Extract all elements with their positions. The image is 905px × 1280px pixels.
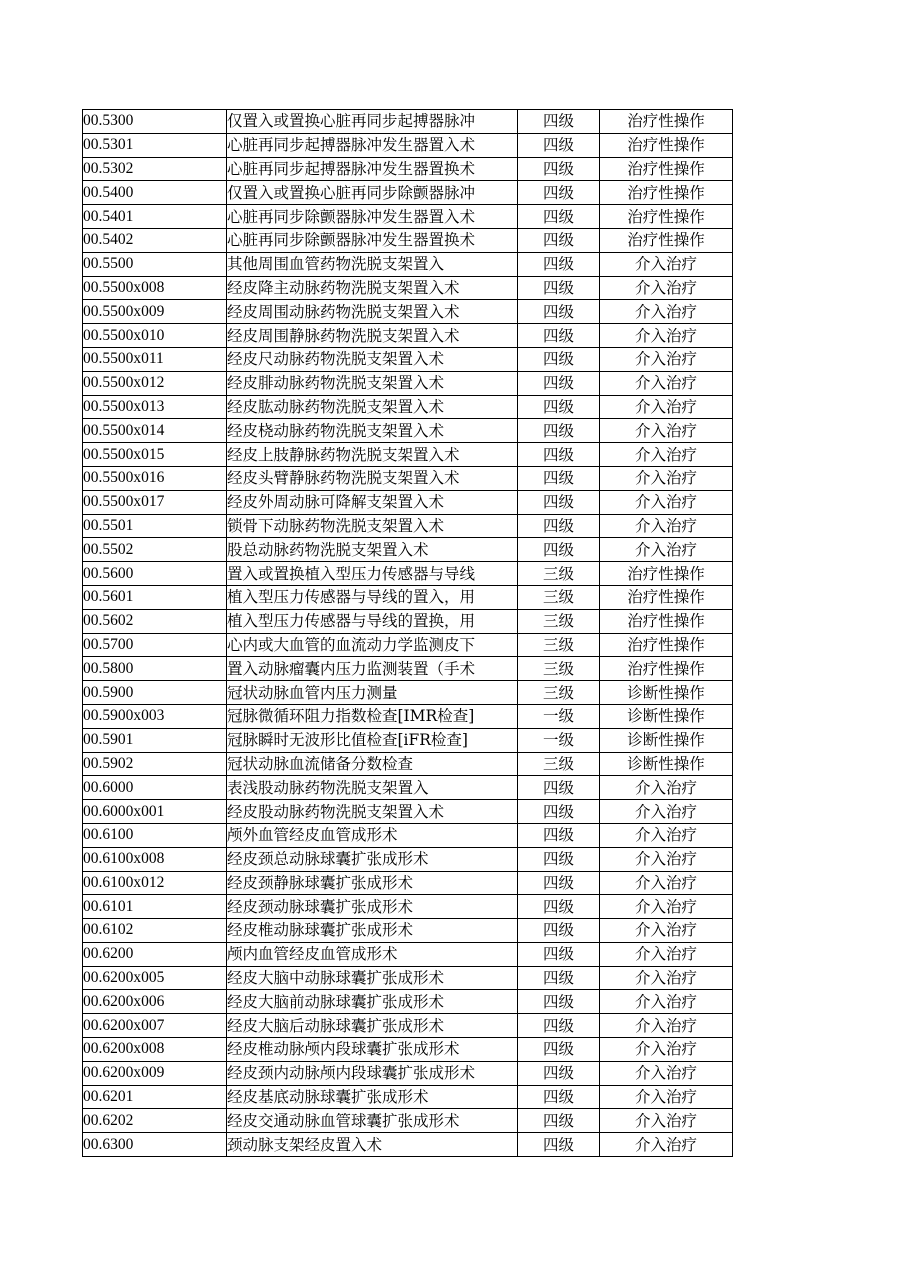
table-row xyxy=(83,966,733,990)
code-cell: 00.6202 xyxy=(83,1109,227,1133)
table-row xyxy=(83,895,733,919)
grade-level-cell: 四级 xyxy=(518,466,600,490)
grade-level-cell: 四级 xyxy=(518,252,600,276)
grade-level-cell: 四级 xyxy=(518,1085,600,1109)
grade-level-cell: 四级 xyxy=(518,347,600,371)
procedure-name-cell: 冠脉瞬时无波形比值检查[iFR检查] xyxy=(227,728,518,752)
code-cell: 00.5500x016 xyxy=(83,466,227,490)
table-row xyxy=(83,800,733,824)
code-cell: 00.6300 xyxy=(83,1133,227,1157)
grade-level-cell: 四级 xyxy=(518,1061,600,1085)
category-cell: 介入治疗 xyxy=(600,1085,733,1109)
procedure-name-cell: 颅外血管经皮血管成形术 xyxy=(227,823,518,847)
table-row xyxy=(83,1109,733,1133)
category-cell: 治疗性操作 xyxy=(600,181,733,205)
procedure-name-cell: 股总动脉药物洗脱支架置入术 xyxy=(227,538,518,562)
procedure-name-cell: 经皮上肢静脉药物洗脱支架置入术 xyxy=(227,443,518,467)
procedure-name-cell: 经皮周围动脉药物洗脱支架置入术 xyxy=(227,300,518,324)
grade-level-cell: 四级 xyxy=(518,157,600,181)
category-cell: 治疗性操作 xyxy=(600,633,733,657)
table-row xyxy=(83,1085,733,1109)
table-body xyxy=(83,110,733,1157)
grade-level-cell: 四级 xyxy=(518,538,600,562)
category-cell: 介入治疗 xyxy=(600,1133,733,1157)
code-cell: 00.5800 xyxy=(83,657,227,681)
grade-level-cell: 四级 xyxy=(518,276,600,300)
grade-level-cell: 四级 xyxy=(518,871,600,895)
code-cell: 00.5500x008 xyxy=(83,276,227,300)
table-row xyxy=(83,228,733,252)
category-cell: 介入治疗 xyxy=(600,1038,733,1062)
code-cell: 00.6200x005 xyxy=(83,966,227,990)
table-row xyxy=(83,609,733,633)
procedure-name-cell: 经皮大脑后动脉球囊扩张成形术 xyxy=(227,1014,518,1038)
grade-level-cell: 三级 xyxy=(518,609,600,633)
table-row xyxy=(83,205,733,229)
procedure-name-cell: 经皮颈静脉球囊扩张成形术 xyxy=(227,871,518,895)
category-cell: 介入治疗 xyxy=(600,1061,733,1085)
category-cell: 介入治疗 xyxy=(600,990,733,1014)
code-cell: 00.5500x014 xyxy=(83,419,227,443)
procedure-name-cell: 心脏再同步除颤器脉冲发生器置换术 xyxy=(227,228,518,252)
table-row xyxy=(83,752,733,776)
procedure-name-cell: 经皮腓动脉药物洗脱支架置入术 xyxy=(227,371,518,395)
table-row xyxy=(83,300,733,324)
procedure-name-cell: 经皮颈总动脉球囊扩张成形术 xyxy=(227,847,518,871)
grade-level-cell: 四级 xyxy=(518,895,600,919)
procedure-name-cell: 经皮尺动脉药物洗脱支架置入术 xyxy=(227,347,518,371)
code-cell: 00.6100x012 xyxy=(83,871,227,895)
code-cell: 00.5600 xyxy=(83,562,227,586)
code-cell: 00.5500x009 xyxy=(83,300,227,324)
category-cell: 介入治疗 xyxy=(600,847,733,871)
procedure-name-cell: 心脏再同步起搏器脉冲发生器置换术 xyxy=(227,157,518,181)
table-row xyxy=(83,181,733,205)
procedure-name-cell: 冠状动脉血管内压力测量 xyxy=(227,681,518,705)
procedure-name-cell: 心内或大血管的血流动力学监测皮下 xyxy=(227,633,518,657)
category-cell: 治疗性操作 xyxy=(600,157,733,181)
category-cell: 介入治疗 xyxy=(600,252,733,276)
procedure-code-table xyxy=(82,109,733,1157)
table-row xyxy=(83,847,733,871)
category-cell: 治疗性操作 xyxy=(600,228,733,252)
procedure-name-cell: 植入型压力传感器与导线的置入，用 xyxy=(227,585,518,609)
procedure-name-cell: 经皮椎动脉颅内段球囊扩张成形术 xyxy=(227,1038,518,1062)
category-cell: 治疗性操作 xyxy=(600,585,733,609)
grade-level-cell: 四级 xyxy=(518,847,600,871)
code-cell: 00.6200x006 xyxy=(83,990,227,1014)
table-row xyxy=(83,633,733,657)
code-cell: 00.5900x003 xyxy=(83,704,227,728)
category-cell: 介入治疗 xyxy=(600,443,733,467)
table-row xyxy=(83,657,733,681)
table-row xyxy=(83,252,733,276)
procedure-name-cell: 经皮椎动脉球囊扩张成形术 xyxy=(227,919,518,943)
category-cell: 介入治疗 xyxy=(600,823,733,847)
code-cell: 00.5601 xyxy=(83,585,227,609)
table-row xyxy=(83,443,733,467)
table-row xyxy=(83,1061,733,1085)
code-cell: 00.6000 xyxy=(83,776,227,800)
grade-level-cell: 四级 xyxy=(518,324,600,348)
procedure-name-cell: 经皮交通动脉血管球囊扩张成形术 xyxy=(227,1109,518,1133)
grade-level-cell: 四级 xyxy=(518,1014,600,1038)
category-cell: 介入治疗 xyxy=(600,538,733,562)
procedure-name-cell: 经皮头臂静脉药物洗脱支架置入术 xyxy=(227,466,518,490)
grade-level-cell: 三级 xyxy=(518,657,600,681)
category-cell: 治疗性操作 xyxy=(600,133,733,157)
grade-level-cell: 四级 xyxy=(518,490,600,514)
table-row xyxy=(83,395,733,419)
grade-level-cell: 三级 xyxy=(518,585,600,609)
grade-level-cell: 四级 xyxy=(518,419,600,443)
procedure-name-cell: 经皮降主动脉药物洗脱支架置入术 xyxy=(227,276,518,300)
table-row xyxy=(83,347,733,371)
code-cell: 00.6201 xyxy=(83,1085,227,1109)
code-cell: 00.5500x010 xyxy=(83,324,227,348)
code-cell: 00.5300 xyxy=(83,110,227,134)
table-row xyxy=(83,514,733,538)
category-cell: 介入治疗 xyxy=(600,895,733,919)
category-cell: 介入治疗 xyxy=(600,942,733,966)
grade-level-cell: 四级 xyxy=(518,919,600,943)
code-cell: 00.6200x007 xyxy=(83,1014,227,1038)
code-cell: 00.5500x011 xyxy=(83,347,227,371)
category-cell: 诊断性操作 xyxy=(600,752,733,776)
procedure-name-cell: 锁骨下动脉药物洗脱支架置入术 xyxy=(227,514,518,538)
category-cell: 介入治疗 xyxy=(600,514,733,538)
code-cell: 00.6100x008 xyxy=(83,847,227,871)
category-cell: 介入治疗 xyxy=(600,419,733,443)
grade-level-cell: 四级 xyxy=(518,371,600,395)
procedure-name-cell: 经皮股动脉药物洗脱支架置入术 xyxy=(227,800,518,824)
procedure-name-cell: 经皮周围静脉药物洗脱支架置入术 xyxy=(227,324,518,348)
procedure-name-cell: 颅内血管经皮血管成形术 xyxy=(227,942,518,966)
code-cell: 00.5502 xyxy=(83,538,227,562)
category-cell: 介入治疗 xyxy=(600,466,733,490)
category-cell: 介入治疗 xyxy=(600,347,733,371)
code-cell: 00.6000x001 xyxy=(83,800,227,824)
grade-level-cell: 三级 xyxy=(518,562,600,586)
grade-level-cell: 四级 xyxy=(518,133,600,157)
procedure-name-cell: 经皮颈内动脉颅内段球囊扩张成形术 xyxy=(227,1061,518,1085)
category-cell: 介入治疗 xyxy=(600,490,733,514)
code-cell: 00.5302 xyxy=(83,157,227,181)
procedure-name-cell: 仅置入或置换心脏再同步除颤器脉冲 xyxy=(227,181,518,205)
grade-level-cell: 三级 xyxy=(518,752,600,776)
procedure-code-sheet xyxy=(82,109,732,1157)
category-cell: 介入治疗 xyxy=(600,1014,733,1038)
grade-level-cell: 四级 xyxy=(518,776,600,800)
category-cell: 介入治疗 xyxy=(600,371,733,395)
procedure-name-cell: 经皮基底动脉球囊扩张成形术 xyxy=(227,1085,518,1109)
grade-level-cell: 四级 xyxy=(518,300,600,324)
grade-level-cell: 一级 xyxy=(518,728,600,752)
table-row xyxy=(83,466,733,490)
table-row xyxy=(83,1038,733,1062)
category-cell: 介入治疗 xyxy=(600,324,733,348)
table-row xyxy=(83,1133,733,1157)
table-row xyxy=(83,728,733,752)
category-cell: 介入治疗 xyxy=(600,800,733,824)
code-cell: 00.5900 xyxy=(83,681,227,705)
code-cell: 00.6102 xyxy=(83,919,227,943)
grade-level-cell: 四级 xyxy=(518,1038,600,1062)
grade-level-cell: 四级 xyxy=(518,1133,600,1157)
category-cell: 介入治疗 xyxy=(600,919,733,943)
category-cell: 介入治疗 xyxy=(600,1109,733,1133)
table-row xyxy=(83,276,733,300)
procedure-name-cell: 经皮颈动脉球囊扩张成形术 xyxy=(227,895,518,919)
code-cell: 00.6200 xyxy=(83,942,227,966)
procedure-name-cell: 经皮大脑中动脉球囊扩张成形术 xyxy=(227,966,518,990)
procedure-name-cell: 仅置入或置换心脏再同步起搏器脉冲 xyxy=(227,110,518,134)
category-cell: 治疗性操作 xyxy=(600,609,733,633)
procedure-name-cell: 置入或置换植入型压力传感器与导线 xyxy=(227,562,518,586)
code-cell: 00.5501 xyxy=(83,514,227,538)
code-cell: 00.5902 xyxy=(83,752,227,776)
table-row xyxy=(83,681,733,705)
grade-level-cell: 一级 xyxy=(518,704,600,728)
procedure-name-cell: 经皮外周动脉可降解支架置入术 xyxy=(227,490,518,514)
code-cell: 00.6200x008 xyxy=(83,1038,227,1062)
grade-level-cell: 四级 xyxy=(518,800,600,824)
table-row xyxy=(83,871,733,895)
grade-level-cell: 三级 xyxy=(518,633,600,657)
grade-level-cell: 四级 xyxy=(518,395,600,419)
category-cell: 诊断性操作 xyxy=(600,728,733,752)
table-row xyxy=(83,823,733,847)
table-row xyxy=(83,562,733,586)
category-cell: 介入治疗 xyxy=(600,871,733,895)
table-row xyxy=(83,324,733,348)
table-row xyxy=(83,990,733,1014)
procedure-name-cell: 置入动脉瘤囊内压力监测装置（手术 xyxy=(227,657,518,681)
procedure-name-cell: 经皮桡动脉药物洗脱支架置入术 xyxy=(227,419,518,443)
table-row xyxy=(83,776,733,800)
category-cell: 治疗性操作 xyxy=(600,562,733,586)
code-cell: 00.5400 xyxy=(83,181,227,205)
category-cell: 介入治疗 xyxy=(600,300,733,324)
code-cell: 00.6200x009 xyxy=(83,1061,227,1085)
grade-level-cell: 三级 xyxy=(518,681,600,705)
procedure-name-cell: 颈动脉支架经皮置入术 xyxy=(227,1133,518,1157)
grade-level-cell: 四级 xyxy=(518,990,600,1014)
table-row xyxy=(83,371,733,395)
code-cell: 00.5500x015 xyxy=(83,443,227,467)
table-row xyxy=(83,133,733,157)
category-cell: 介入治疗 xyxy=(600,395,733,419)
procedure-name-cell: 冠脉微循环阻力指数检查[IMR检查] xyxy=(227,704,518,728)
grade-level-cell: 四级 xyxy=(518,514,600,538)
grade-level-cell: 四级 xyxy=(518,443,600,467)
procedure-name-cell: 其他周围血管药物洗脱支架置入 xyxy=(227,252,518,276)
table-row xyxy=(83,704,733,728)
code-cell: 00.6100 xyxy=(83,823,227,847)
category-cell: 介入治疗 xyxy=(600,776,733,800)
grade-level-cell: 四级 xyxy=(518,181,600,205)
grade-level-cell: 四级 xyxy=(518,823,600,847)
grade-level-cell: 四级 xyxy=(518,942,600,966)
procedure-name-cell: 植入型压力传感器与导线的置换，用 xyxy=(227,609,518,633)
code-cell: 00.5602 xyxy=(83,609,227,633)
procedure-name-cell: 经皮肱动脉药物洗脱支架置入术 xyxy=(227,395,518,419)
procedure-name-cell: 经皮大脑前动脉球囊扩张成形术 xyxy=(227,990,518,1014)
procedure-name-cell: 心脏再同步起搏器脉冲发生器置入术 xyxy=(227,133,518,157)
category-cell: 介入治疗 xyxy=(600,276,733,300)
code-cell: 00.6101 xyxy=(83,895,227,919)
category-cell: 介入治疗 xyxy=(600,966,733,990)
grade-level-cell: 四级 xyxy=(518,205,600,229)
procedure-name-cell: 心脏再同步除颤器脉冲发生器置入术 xyxy=(227,205,518,229)
table-row xyxy=(83,538,733,562)
table-row xyxy=(83,919,733,943)
grade-level-cell: 四级 xyxy=(518,1109,600,1133)
procedure-name-cell: 表浅股动脉药物洗脱支架置入 xyxy=(227,776,518,800)
grade-level-cell: 四级 xyxy=(518,110,600,134)
category-cell: 诊断性操作 xyxy=(600,681,733,705)
code-cell: 00.5500x017 xyxy=(83,490,227,514)
table-row xyxy=(83,419,733,443)
category-cell: 治疗性操作 xyxy=(600,110,733,134)
code-cell: 00.5901 xyxy=(83,728,227,752)
code-cell: 00.5402 xyxy=(83,228,227,252)
category-cell: 诊断性操作 xyxy=(600,704,733,728)
table-row xyxy=(83,157,733,181)
category-cell: 治疗性操作 xyxy=(600,205,733,229)
code-cell: 00.5700 xyxy=(83,633,227,657)
code-cell: 00.5301 xyxy=(83,133,227,157)
table-row xyxy=(83,1014,733,1038)
table-row xyxy=(83,585,733,609)
code-cell: 00.5401 xyxy=(83,205,227,229)
code-cell: 00.5500x013 xyxy=(83,395,227,419)
procedure-name-cell: 冠状动脉血流储备分数检查 xyxy=(227,752,518,776)
table-row xyxy=(83,110,733,134)
category-cell: 治疗性操作 xyxy=(600,657,733,681)
table-row xyxy=(83,942,733,966)
table-row xyxy=(83,490,733,514)
grade-level-cell: 四级 xyxy=(518,966,600,990)
code-cell: 00.5500 xyxy=(83,252,227,276)
code-cell: 00.5500x012 xyxy=(83,371,227,395)
grade-level-cell: 四级 xyxy=(518,228,600,252)
